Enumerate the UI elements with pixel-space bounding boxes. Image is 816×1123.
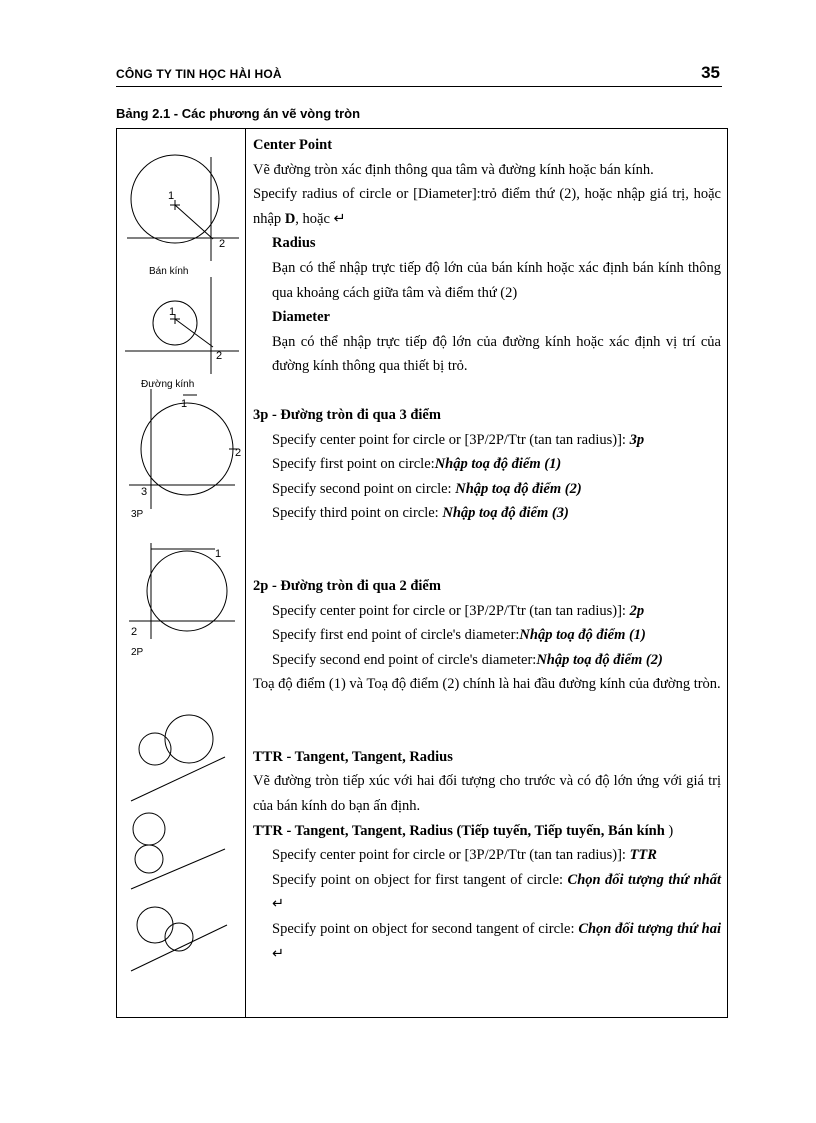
ttr2-top-circle	[133, 813, 165, 845]
radius-pt2: 2	[219, 238, 226, 250]
ttr-figure-2	[131, 813, 225, 889]
center-point-title: Center Point	[253, 137, 333, 153]
three-point-figure	[129, 389, 241, 520]
center-point-prompt-key: D	[284, 210, 296, 227]
table-caption: Bảng 2.1 - Các phương án vẽ vòng tròn	[116, 106, 361, 121]
radius-label: Bán kính	[149, 266, 189, 277]
ttr3-tangent-line	[131, 925, 227, 971]
ttr-desc: Vẽ đường tròn tiếp xúc với hai đối tượng cho trước và có độ lớn ứng với giá trị của bán kính do bạn ấn định.	[253, 773, 721, 815]
two-point-pt1: 1	[215, 548, 222, 560]
figures-column	[117, 129, 245, 1017]
company-name: CÔNG TY TIN HỌC HÀI HOÀ	[116, 67, 282, 81]
ttr1-tangent-line	[131, 757, 225, 801]
label-3p: 3P	[131, 509, 144, 520]
page-number: 35	[701, 63, 720, 82]
diameter-text: Bạn có thể nhập trực tiếp độ lớn của đường kính hoặc xác định vị trí của đường kính thông qua thiết bị trỏ.	[272, 333, 721, 375]
label-2p: 2P	[131, 647, 144, 658]
diameter-figure	[125, 277, 239, 390]
three-point-pt1: 1	[181, 398, 188, 410]
diameter-pt1: 1	[169, 306, 176, 318]
ttr2-bottom-circle	[135, 845, 163, 873]
description-column	[253, 133, 721, 966]
three-point-title: 3p - Đường tròn đi qua 3 điểm	[253, 406, 441, 423]
center-point-desc: Vẽ đường tròn xác định thông qua tâm và đường kính hoặc bán kính.	[253, 161, 654, 178]
two-point-circle	[147, 551, 227, 631]
two-point-line-3: Specify second end point of circle's diameter:Nhập toạ độ điểm (2)	[272, 651, 663, 668]
two-point-line-1: Specify center point for circle or [3P/2P/Ttr (tan tan radius)]: 2p	[272, 602, 645, 619]
three-point-pt3: 3	[141, 486, 148, 498]
three-point-line-4: Specify third point on circle: Nhập toạ độ điểm (3)	[272, 505, 569, 522]
ttr3-right-circle	[165, 923, 193, 951]
three-point-line-2: Specify first point on circle:Nhập toạ độ điểm (1)	[272, 456, 562, 473]
radius-pt1: 1	[168, 190, 175, 202]
diameter-pt2: 2	[216, 350, 223, 362]
ttr2-tangent-line	[131, 849, 225, 889]
radius-circle	[131, 155, 219, 243]
circle-methods-table	[116, 128, 728, 1018]
ttr-figure-1	[131, 715, 225, 801]
ttr3-left-circle	[137, 907, 173, 943]
ttr1-large-circle	[165, 715, 213, 763]
ttr-figure-3	[131, 907, 227, 971]
ttr-line-2: Specify point on object for first tangent of circle: Chọn đối tượng thứ nhất ↵	[272, 871, 721, 913]
ttr1-small-circle	[139, 733, 171, 765]
diameter-line	[175, 319, 213, 347]
two-point-pt2: 2	[131, 626, 138, 638]
center-point-prompt-end: , hoặc ↵	[295, 210, 346, 227]
column-divider	[245, 129, 246, 1017]
page-header	[116, 64, 722, 87]
two-point-note: Toạ độ điểm (1) và Toạ độ điểm (2) chính là hai đầu đường kính của đường tròn.	[253, 676, 721, 693]
figures-svg	[117, 129, 245, 1019]
radius-text: Bạn có thể nhập trực tiếp độ lớn của bán kính hoặc xác định bán kính thông qua khoảng cách giữa tâm và điểm thứ (2)	[272, 259, 721, 301]
center-point-prompt	[253, 182, 721, 231]
three-point-line-3: Specify second point on circle: Nhập toạ độ điểm (2)	[272, 480, 582, 497]
radius-figure	[127, 155, 239, 277]
ttr-line-3: Specify point on object for second tangent of circle: Chọn đối tượng thứ hai ↵	[272, 921, 721, 962]
ttr-title-2: TTR - Tangent, Tangent, Radius (Tiếp tuyến, Tiếp tuyến, Bán kính )	[253, 822, 674, 839]
three-point-pt2: 2	[235, 447, 242, 459]
radius-title: Radius	[272, 235, 316, 252]
ttr-line-1: Specify center point for circle or [3P/2P/Ttr (tan tan radius)]: TTR	[272, 847, 657, 864]
diameter-title: Diameter	[272, 309, 330, 326]
ttr-title: TTR - Tangent, Tangent, Radius	[253, 748, 453, 765]
two-point-line-2: Specify first end point of circle's diameter:Nhập toạ độ điểm (1)	[272, 627, 646, 644]
three-point-circle	[141, 403, 233, 495]
two-point-figure	[129, 543, 235, 658]
three-point-line-1: Specify center point for circle or [3P/2P/Ttr (tan tan radius)]: 3p	[272, 431, 645, 448]
center-point-prompt-text: Specify radius of circle or [Diameter]:trỏ điểm thứ (2), hoặc nhập giá trị, hoặc nhập	[253, 186, 721, 227]
two-point-title: 2p - Đường tròn đi qua 2 điểm	[253, 577, 441, 594]
diameter-label: Đường kính	[141, 379, 195, 390]
radius-line	[175, 205, 213, 239]
